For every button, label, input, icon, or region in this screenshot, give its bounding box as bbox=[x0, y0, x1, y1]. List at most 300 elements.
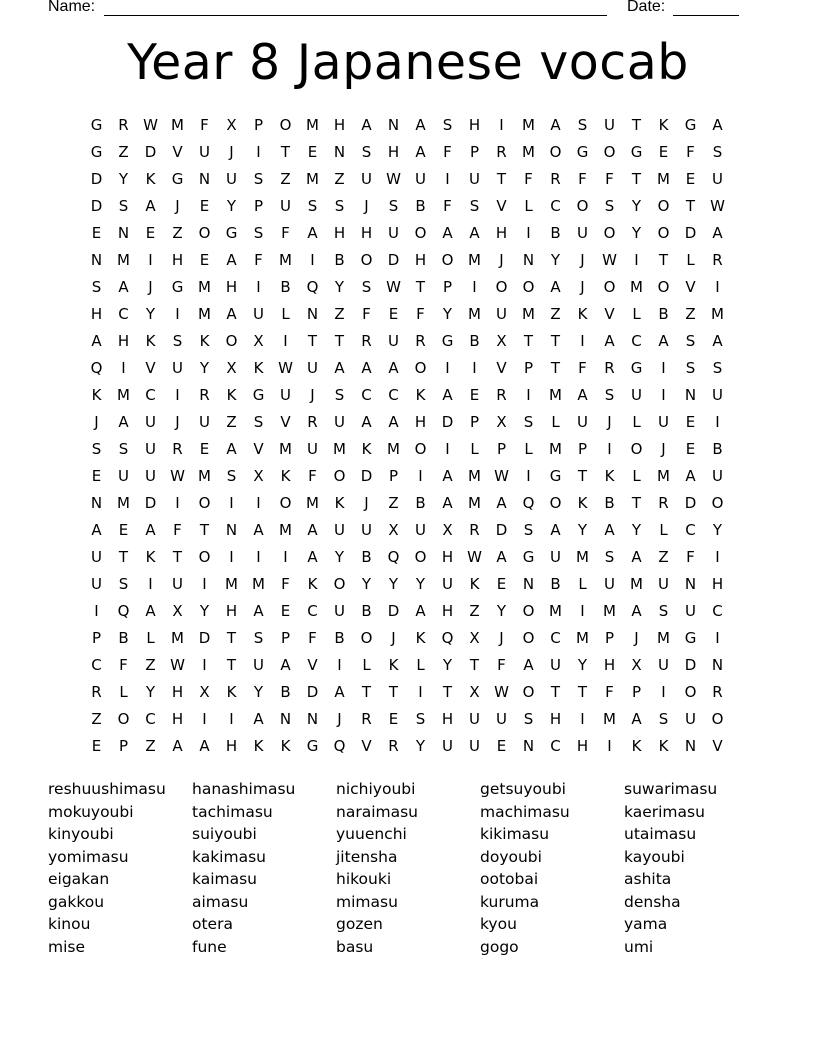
grid-letter: M bbox=[711, 304, 724, 323]
grid-letter: T bbox=[388, 682, 399, 701]
grid-letter: C bbox=[145, 709, 156, 728]
grid-letter: U bbox=[658, 655, 669, 674]
grid-letter: G bbox=[90, 115, 103, 134]
grid-letter: Y bbox=[496, 601, 507, 620]
grid-letter: L bbox=[632, 304, 641, 323]
grid-letter: W bbox=[170, 466, 185, 485]
grid-letter: O bbox=[414, 439, 427, 458]
word-list-item: gozen bbox=[336, 915, 383, 933]
grid-letter: A bbox=[172, 736, 183, 755]
grid-letter: T bbox=[469, 655, 480, 674]
grid-letter: X bbox=[469, 682, 480, 701]
grid-letter: A bbox=[145, 196, 156, 215]
grid-letter: U bbox=[496, 709, 507, 728]
grid-letter: T bbox=[226, 628, 237, 647]
grid-letter: E bbox=[685, 412, 696, 431]
grid-letter: U bbox=[307, 358, 318, 377]
grid-letter: E bbox=[118, 520, 129, 539]
grid-letter: G bbox=[549, 466, 562, 485]
grid-letter: M bbox=[657, 169, 670, 188]
grid-letter: I bbox=[580, 709, 585, 728]
grid-letter: N bbox=[522, 574, 535, 593]
grid-letter: B bbox=[361, 547, 372, 566]
grid-letter: O bbox=[603, 277, 616, 296]
grid-letter: S bbox=[172, 331, 183, 350]
word-list-item: mise bbox=[48, 937, 86, 956]
grid-letter: I bbox=[175, 493, 180, 512]
grid-letter: P bbox=[469, 142, 480, 161]
grid-letter: K bbox=[145, 169, 156, 188]
grid-row bbox=[83, 246, 731, 273]
grid-letter: X bbox=[496, 412, 507, 431]
grid-letter: J bbox=[580, 277, 585, 296]
grid-letter: O bbox=[495, 277, 508, 296]
grid-letter: U bbox=[712, 385, 723, 404]
word-list-item: suiyoubi bbox=[192, 825, 257, 843]
grid-letter: U bbox=[469, 169, 480, 188]
grid-letter: E bbox=[91, 223, 102, 242]
grid-letter: L bbox=[281, 304, 290, 323]
grid-letter: X bbox=[199, 682, 210, 701]
grid-letter: I bbox=[94, 601, 99, 620]
grid-letter: G bbox=[630, 142, 643, 161]
grid-letter: M bbox=[306, 493, 319, 512]
grid-letter: F bbox=[686, 547, 695, 566]
grid-letter: K bbox=[415, 628, 426, 647]
grid-letter: P bbox=[280, 628, 291, 647]
grid-letter: I bbox=[202, 655, 207, 674]
grid-letter: O bbox=[657, 223, 670, 242]
grid-letter: P bbox=[523, 358, 534, 377]
grid-letter: O bbox=[414, 358, 427, 377]
grid-letter: N bbox=[306, 304, 319, 323]
grid-letter: S bbox=[523, 709, 534, 728]
grid-letter: S bbox=[442, 115, 453, 134]
grid-letter: Y bbox=[226, 196, 237, 215]
grid-letter: T bbox=[577, 466, 588, 485]
grid-letter: O bbox=[657, 277, 670, 296]
grid-letter: F bbox=[308, 466, 317, 485]
grid-letter: K bbox=[577, 493, 588, 512]
grid-letter: A bbox=[415, 115, 426, 134]
grid-letter: H bbox=[603, 655, 616, 674]
grid-letter: M bbox=[117, 385, 130, 404]
grid-letter: I bbox=[526, 466, 531, 485]
grid-letter: M bbox=[603, 601, 616, 620]
grid-letter: Y bbox=[199, 601, 210, 620]
grid-letter: Q bbox=[441, 628, 454, 647]
grid-letter: F bbox=[686, 142, 695, 161]
grid-row bbox=[83, 138, 731, 165]
word-list-item: doyoubi bbox=[480, 847, 542, 866]
grid-letter: U bbox=[172, 358, 183, 377]
grid-letter: U bbox=[550, 655, 561, 674]
grid-letter: Z bbox=[334, 304, 345, 323]
grid-letter: T bbox=[415, 277, 426, 296]
grid-letter: C bbox=[118, 304, 129, 323]
grid-letter: R bbox=[550, 169, 561, 188]
grid-letter: P bbox=[631, 682, 642, 701]
grid-letter: G bbox=[306, 736, 319, 755]
word-list-item: kinyoubi bbox=[48, 825, 114, 843]
word-list-item: densha bbox=[624, 892, 681, 911]
grid-letter: G bbox=[225, 223, 238, 242]
grid-letter: F bbox=[119, 655, 128, 674]
grid-letter: E bbox=[496, 574, 507, 593]
grid-letter: P bbox=[91, 628, 102, 647]
grid-letter: N bbox=[711, 655, 724, 674]
grid-letter: R bbox=[658, 493, 669, 512]
grid-letter: F bbox=[497, 655, 506, 674]
grid-letter: J bbox=[310, 385, 315, 404]
grid-letter: U bbox=[388, 223, 399, 242]
grid-letter: O bbox=[117, 709, 130, 728]
grid-letter: V bbox=[604, 304, 615, 323]
grid-letter: L bbox=[659, 520, 668, 539]
grid-letter: I bbox=[607, 439, 612, 458]
grid-letter: P bbox=[253, 196, 264, 215]
grid-letter: N bbox=[684, 736, 697, 755]
grid-letter: Y bbox=[199, 358, 210, 377]
grid-row bbox=[83, 111, 731, 138]
grid-letter: M bbox=[117, 250, 130, 269]
grid-letter: I bbox=[715, 628, 720, 647]
grid-letter: G bbox=[171, 277, 184, 296]
grid-letter: D bbox=[306, 682, 319, 701]
grid-letter: X bbox=[631, 655, 642, 674]
grid-letter: S bbox=[91, 439, 102, 458]
grid-letter: M bbox=[468, 493, 481, 512]
grid-letter: T bbox=[496, 169, 507, 188]
grid-letter: R bbox=[469, 520, 480, 539]
grid-letter: H bbox=[117, 331, 130, 350]
grid-letter: M bbox=[387, 439, 400, 458]
word-list-item: utaimasu bbox=[624, 825, 697, 843]
grid-letter: N bbox=[90, 250, 103, 269]
grid-letter: M bbox=[225, 574, 238, 593]
grid-letter: W bbox=[386, 169, 401, 188]
word-list-item: naraimasu bbox=[336, 802, 418, 821]
page-title: Year 8 Japanese vocab bbox=[127, 34, 689, 91]
grid-letter: W bbox=[494, 466, 509, 485]
grid-letter: R bbox=[91, 682, 102, 701]
word-list-item: reshuushimasu bbox=[48, 780, 166, 798]
grid-letter: M bbox=[576, 628, 589, 647]
word-list-item: suwarimasu bbox=[624, 780, 718, 798]
grid-letter: O bbox=[549, 142, 562, 161]
grid-letter: D bbox=[144, 493, 157, 512]
grid-letter: T bbox=[226, 655, 237, 674]
grid-letter: A bbox=[307, 547, 318, 566]
grid-letter: I bbox=[715, 277, 720, 296]
grid-letter: A bbox=[253, 601, 264, 620]
grid-letter: O bbox=[333, 574, 346, 593]
grid-letter: H bbox=[225, 277, 238, 296]
grid-letter: L bbox=[524, 439, 533, 458]
grid-row bbox=[83, 219, 731, 246]
grid-letter: T bbox=[685, 196, 696, 215]
grid-letter: I bbox=[715, 547, 720, 566]
grid-letter: Z bbox=[550, 304, 561, 323]
grid-row bbox=[83, 354, 731, 381]
grid-letter: X bbox=[442, 520, 453, 539]
grid-letter: H bbox=[333, 115, 346, 134]
grid-letter: U bbox=[145, 412, 156, 431]
grid-letter: T bbox=[361, 682, 372, 701]
grid-letter: A bbox=[469, 223, 480, 242]
grid-letter: M bbox=[468, 304, 481, 323]
grid-letter: I bbox=[661, 682, 666, 701]
grid-letter: Y bbox=[361, 574, 372, 593]
grid-letter: E bbox=[199, 196, 210, 215]
grid-letter: K bbox=[469, 574, 480, 593]
grid-letter: U bbox=[685, 601, 696, 620]
grid-letter: F bbox=[281, 574, 290, 593]
grid-letter: Y bbox=[712, 520, 723, 539]
grid-letter: U bbox=[604, 115, 615, 134]
grid-letter: J bbox=[499, 250, 504, 269]
grid-letter: U bbox=[280, 196, 291, 215]
grid-letter: S bbox=[712, 358, 723, 377]
grid-letter: U bbox=[91, 547, 102, 566]
grid-letter: G bbox=[522, 547, 535, 566]
grid-letter: I bbox=[607, 736, 612, 755]
grid-row bbox=[83, 678, 731, 705]
grid-letter: A bbox=[712, 115, 723, 134]
grid-letter: J bbox=[499, 628, 504, 647]
grid-letter: V bbox=[712, 736, 723, 755]
grid-letter: F bbox=[524, 169, 533, 188]
grid-letter: Y bbox=[577, 520, 588, 539]
grid-letter: M bbox=[171, 628, 184, 647]
grid-letter: A bbox=[253, 520, 264, 539]
grid-letter: M bbox=[549, 601, 562, 620]
grid-letter: U bbox=[226, 169, 237, 188]
grid-letter: I bbox=[148, 250, 153, 269]
grid-letter: J bbox=[364, 196, 369, 215]
grid-letter: Z bbox=[280, 169, 291, 188]
grid-letter: R bbox=[361, 331, 372, 350]
grid-letter: T bbox=[631, 169, 642, 188]
grid-letter: H bbox=[387, 142, 400, 161]
grid-letter: L bbox=[551, 412, 560, 431]
grid-letter: P bbox=[388, 466, 399, 485]
grid-letter: K bbox=[226, 682, 237, 701]
grid-letter: D bbox=[495, 520, 508, 539]
grid-letter: T bbox=[307, 331, 318, 350]
grid-letter: A bbox=[334, 358, 345, 377]
grid-letter: M bbox=[603, 709, 616, 728]
grid-letter: T bbox=[523, 331, 534, 350]
grid-letter: A bbox=[361, 412, 372, 431]
grid-letter: J bbox=[580, 250, 585, 269]
grid-letter: A bbox=[199, 736, 210, 755]
grid-row bbox=[83, 651, 731, 678]
grid-letter: D bbox=[198, 628, 211, 647]
grid-row bbox=[83, 543, 731, 570]
grid-row bbox=[83, 273, 731, 300]
grid-letter: M bbox=[198, 277, 211, 296]
grid-letter: U bbox=[334, 412, 345, 431]
grid-letter: M bbox=[279, 250, 292, 269]
grid-letter: E bbox=[199, 439, 210, 458]
grid-letter: A bbox=[712, 223, 723, 242]
grid-letter: E bbox=[685, 169, 696, 188]
grid-letter: K bbox=[253, 358, 264, 377]
grid-letter: A bbox=[145, 520, 156, 539]
grid-letter: O bbox=[711, 493, 724, 512]
grid-letter: L bbox=[632, 412, 641, 431]
grid-letter: K bbox=[577, 304, 588, 323]
grid-letter: C bbox=[361, 385, 372, 404]
grid-letter: S bbox=[523, 412, 534, 431]
grid-letter: I bbox=[715, 412, 720, 431]
word-list-item: kinou bbox=[48, 915, 91, 933]
grid-letter: B bbox=[712, 439, 723, 458]
grid-letter: H bbox=[333, 223, 346, 242]
grid-letter: L bbox=[632, 466, 641, 485]
grid-letter: C bbox=[712, 601, 723, 620]
grid-letter: T bbox=[280, 142, 291, 161]
grid-letter: T bbox=[631, 493, 642, 512]
grid-letter: T bbox=[334, 331, 345, 350]
word-list-item: kaimasu bbox=[192, 870, 258, 888]
grid-letter: B bbox=[550, 574, 561, 593]
grid-letter: X bbox=[226, 358, 237, 377]
grid-row bbox=[83, 300, 731, 327]
word-list-item: gakkou bbox=[48, 892, 105, 911]
grid-letter: N bbox=[117, 223, 130, 242]
grid-letter: C bbox=[550, 628, 561, 647]
grid-row bbox=[83, 705, 731, 732]
grid-letter: I bbox=[310, 250, 315, 269]
grid-letter: O bbox=[414, 547, 427, 566]
grid-letter: G bbox=[576, 142, 589, 161]
grid-letter: T bbox=[550, 358, 561, 377]
grid-letter: C bbox=[550, 736, 561, 755]
word-list-item: yuuenchi bbox=[336, 825, 407, 843]
grid-letter: Z bbox=[388, 493, 399, 512]
grid-letter: N bbox=[279, 709, 292, 728]
grid-letter: A bbox=[658, 331, 669, 350]
grid-letter: S bbox=[118, 439, 129, 458]
grid-letter: O bbox=[549, 493, 562, 512]
grid-letter: H bbox=[468, 115, 481, 134]
grid-letter: W bbox=[467, 547, 482, 566]
grid-letter: H bbox=[576, 736, 589, 755]
grid-letter: Y bbox=[631, 196, 642, 215]
grid-letter: U bbox=[550, 547, 561, 566]
grid-letter: A bbox=[442, 493, 453, 512]
grid-letter: U bbox=[496, 304, 507, 323]
grid-letter: O bbox=[198, 547, 211, 566]
grid-letter: U bbox=[199, 412, 210, 431]
grid-letter: H bbox=[441, 709, 454, 728]
grid-letter: R bbox=[496, 142, 507, 161]
grid-letter: S bbox=[658, 709, 669, 728]
grid-letter: A bbox=[550, 277, 561, 296]
grid-letter: A bbox=[226, 250, 237, 269]
grid-letter: U bbox=[253, 655, 264, 674]
grid-letter: U bbox=[145, 466, 156, 485]
grid-letter: N bbox=[684, 574, 697, 593]
grid-letter: T bbox=[631, 115, 642, 134]
grid-letter: X bbox=[496, 331, 507, 350]
word-list bbox=[48, 778, 788, 958]
grid-letter: Y bbox=[253, 682, 264, 701]
grid-letter: D bbox=[684, 655, 697, 674]
grid-letter: O bbox=[360, 250, 373, 269]
grid-letter: N bbox=[387, 115, 400, 134]
grid-letter: X bbox=[253, 466, 264, 485]
word-list-item: tachimasu bbox=[192, 802, 273, 821]
grid-letter: K bbox=[226, 385, 237, 404]
grid-letter: V bbox=[685, 277, 696, 296]
grid-letter: Y bbox=[118, 169, 129, 188]
word-list-item: yomimasu bbox=[48, 847, 129, 866]
grid-letter: U bbox=[604, 574, 615, 593]
grid-letter: W bbox=[710, 196, 725, 215]
grid-letter: N bbox=[684, 385, 697, 404]
grid-letter: S bbox=[334, 385, 345, 404]
grid-row bbox=[83, 570, 731, 597]
grid-letter: M bbox=[198, 466, 211, 485]
grid-letter: S bbox=[334, 196, 345, 215]
grid-letter: A bbox=[91, 331, 102, 350]
grid-letter: W bbox=[602, 250, 617, 269]
grid-letter: U bbox=[388, 331, 399, 350]
grid-letter: H bbox=[711, 574, 724, 593]
grid-row bbox=[83, 381, 731, 408]
grid-letter: M bbox=[468, 466, 481, 485]
grid-row bbox=[83, 408, 731, 435]
grid-letter: V bbox=[172, 142, 183, 161]
grid-letter: R bbox=[712, 250, 723, 269]
grid-letter: I bbox=[121, 358, 126, 377]
grid-letter: K bbox=[280, 736, 291, 755]
grid-row bbox=[83, 435, 731, 462]
grid-letter: L bbox=[362, 655, 371, 674]
grid-letter: N bbox=[522, 736, 535, 755]
grid-letter: G bbox=[630, 358, 643, 377]
word-list-item: kuruma bbox=[480, 892, 540, 911]
grid-letter: R bbox=[712, 682, 723, 701]
grid-letter: D bbox=[90, 196, 103, 215]
grid-letter: I bbox=[175, 385, 180, 404]
grid-letter: H bbox=[90, 304, 103, 323]
grid-letter: H bbox=[495, 223, 508, 242]
grid-letter: U bbox=[712, 466, 723, 485]
grid-letter: S bbox=[658, 601, 669, 620]
grid-letter: U bbox=[442, 574, 453, 593]
grid-letter: F bbox=[605, 169, 614, 188]
grid-letter: S bbox=[604, 385, 615, 404]
grid-letter: I bbox=[229, 493, 234, 512]
word-list-item: otera bbox=[192, 915, 233, 933]
grid-letter: E bbox=[91, 736, 102, 755]
word-search-grid bbox=[83, 111, 731, 759]
grid-letter: Z bbox=[469, 601, 480, 620]
grid-letter: L bbox=[119, 682, 128, 701]
grid-letter: A bbox=[415, 601, 426, 620]
grid-letter: I bbox=[661, 385, 666, 404]
grid-letter: O bbox=[198, 223, 211, 242]
grid-letter: M bbox=[117, 493, 130, 512]
grid-letter: A bbox=[577, 385, 588, 404]
grid-letter: M bbox=[522, 115, 535, 134]
grid-letter: G bbox=[252, 385, 265, 404]
grid-letter: U bbox=[658, 574, 669, 593]
